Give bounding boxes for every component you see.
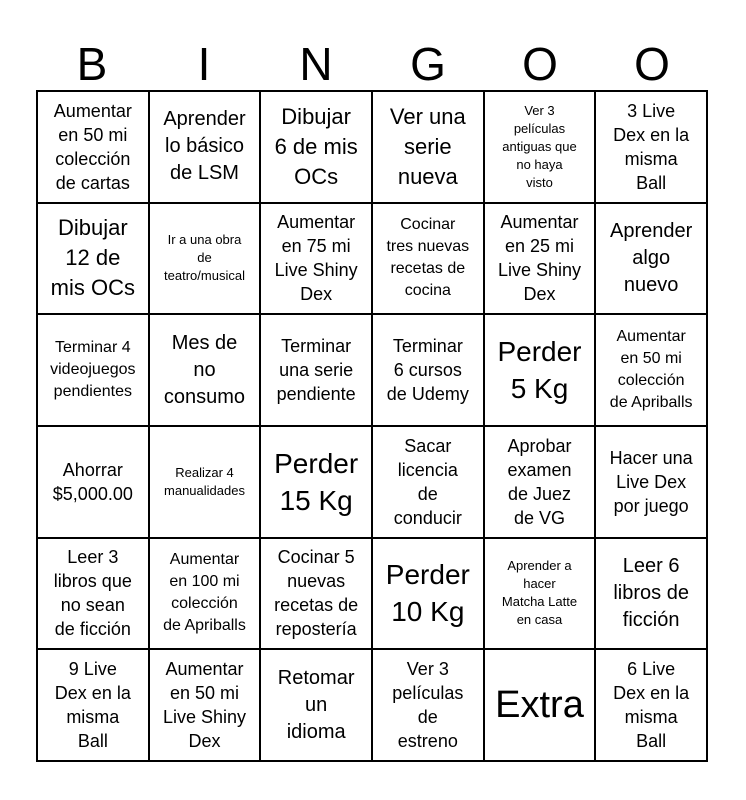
header-letter-b: B <box>76 38 108 90</box>
bingo-cell-text: Aprender lo básico de LSM <box>163 108 246 185</box>
bingo-cell-text: Dibujar 12 de mis OCs <box>50 215 135 301</box>
header-letter-o: O <box>522 38 558 90</box>
bingo-cell[interactable] <box>260 203 372 315</box>
bingo-cell[interactable] <box>372 203 484 315</box>
bingo-cell-text: Mes de no consumo <box>163 331 246 408</box>
bingo-cell-text: Aumentar en 100 mi colección de Apriballs <box>163 551 246 635</box>
bingo-cell[interactable] <box>372 538 484 650</box>
bingo-cell-text: Cocinar tres nuevas recetas de cocina <box>386 216 470 300</box>
header-letter-g: G <box>410 38 446 90</box>
bingo-cell-text: Aumentar en 75 mi Live Shiny Dex <box>274 212 358 305</box>
bingo-cell[interactable] <box>484 426 596 538</box>
bingo-cell[interactable] <box>37 91 149 203</box>
bingo-cell-text: Cocinar 5 nuevas recetas de repostería <box>274 547 359 640</box>
bingo-cell[interactable] <box>37 538 149 650</box>
bingo-cell-text: Ahorrar $5,000.00 <box>52 459 133 504</box>
bingo-cell-text: 9 Live Dex en la misma Ball <box>54 659 131 752</box>
bingo-cell[interactable] <box>149 538 261 650</box>
bingo-cell-text: Sacar licencia de conducir <box>393 435 462 528</box>
bingo-cell[interactable] <box>484 314 596 426</box>
header-letter-n: N <box>299 38 333 90</box>
bingo-cell[interactable] <box>149 91 261 203</box>
header-letter-i: I <box>197 38 211 90</box>
bingo-cell-text: Leer 3 libros que no sean de ficción <box>53 547 132 640</box>
bingo-cell-text: Leer 6 libros de ficción <box>613 554 689 631</box>
bingo-cell[interactable] <box>484 91 596 203</box>
bingo-cell-text: Aumentar en 50 mi colección de cartas <box>53 100 132 193</box>
bingo-cell[interactable] <box>484 203 596 315</box>
bingo-cell-text: Terminar una serie pendiente <box>276 336 356 405</box>
bingo-cell-text: Ver 3 películas de estreno <box>392 659 464 752</box>
bingo-cell[interactable] <box>372 426 484 538</box>
bingo-cell-text: Aumentar en 25 mi Live Shiny Dex <box>497 212 582 305</box>
bingo-cell-text: Ver una serie nueva <box>389 103 466 189</box>
bingo-cell-text: Hacer una Live Dex por juego <box>609 447 693 516</box>
bingo-cell[interactable] <box>37 649 149 761</box>
bingo-cell[interactable] <box>372 314 484 426</box>
bingo-cell-text: Ver 3 películas antiguas que no haya visto <box>502 102 577 190</box>
bingo-cell[interactable] <box>595 203 707 315</box>
bingo-cell[interactable] <box>595 426 707 538</box>
bingo-cell-text: 6 Live Dex en la misma Ball <box>613 659 690 752</box>
bingo-cell[interactable] <box>149 426 261 538</box>
bingo-cell[interactable] <box>149 649 261 761</box>
bingo-cell[interactable] <box>484 649 596 761</box>
bingo-cell[interactable] <box>372 649 484 761</box>
bingo-cell[interactable] <box>260 426 372 538</box>
bingo-cell[interactable] <box>260 538 372 650</box>
bingo-cell[interactable] <box>260 649 372 761</box>
bingo-cell-text: Perder 5 Kg <box>497 336 582 405</box>
bingo-cell-text: Extra <box>495 684 584 727</box>
bingo-cell-text: Aumentar en 50 mi Live Shiny Dex <box>162 659 247 752</box>
bingo-cell-text: Retomar un idioma <box>277 666 355 743</box>
bingo-cell-text: Realizar 4 manualidades <box>164 464 245 498</box>
bingo-cell-text: Terminar 4 videojuegos pendientes <box>50 339 136 401</box>
bingo-cell[interactable] <box>260 314 372 426</box>
bingo-cell[interactable] <box>372 91 484 203</box>
header-letter-o-2: O <box>634 38 670 90</box>
bingo-cell-text: Perder 15 Kg <box>274 447 359 516</box>
bingo-cell-text: Perder 10 Kg <box>385 559 470 628</box>
bingo-header <box>36 38 708 90</box>
bingo-cell-text: Aprender a hacer Matcha Latte en casa <box>501 558 578 628</box>
bingo-cell-text: Aprender algo nuevo <box>610 219 693 296</box>
bingo-cell-text: Aprobar examen de Juez de VG <box>507 435 572 528</box>
bingo-cell-text: Aumentar en 50 mi colección de Apriballs <box>609 328 693 412</box>
bingo-cell[interactable] <box>149 314 261 426</box>
bingo-cell[interactable] <box>595 314 707 426</box>
bingo-cell-text: Dibujar 6 de mis OCs <box>274 103 358 189</box>
bingo-cell[interactable] <box>149 203 261 315</box>
bingo-cell[interactable] <box>37 314 149 426</box>
bingo-cell[interactable] <box>595 91 707 203</box>
bingo-cell[interactable] <box>595 538 707 650</box>
bingo-cell[interactable] <box>484 538 596 650</box>
bingo-cell[interactable] <box>260 91 372 203</box>
bingo-cell-text: 3 Live Dex en la misma Ball <box>613 100 690 193</box>
bingo-cell-text: Terminar 6 cursos de Udemy <box>386 336 469 405</box>
bingo-cell[interactable] <box>37 203 149 315</box>
bingo-cell[interactable] <box>595 649 707 761</box>
bingo-cell-text: Ir a una obra de teatro/musical <box>164 232 245 284</box>
bingo-board <box>36 90 708 762</box>
bingo-cell[interactable] <box>37 426 149 538</box>
